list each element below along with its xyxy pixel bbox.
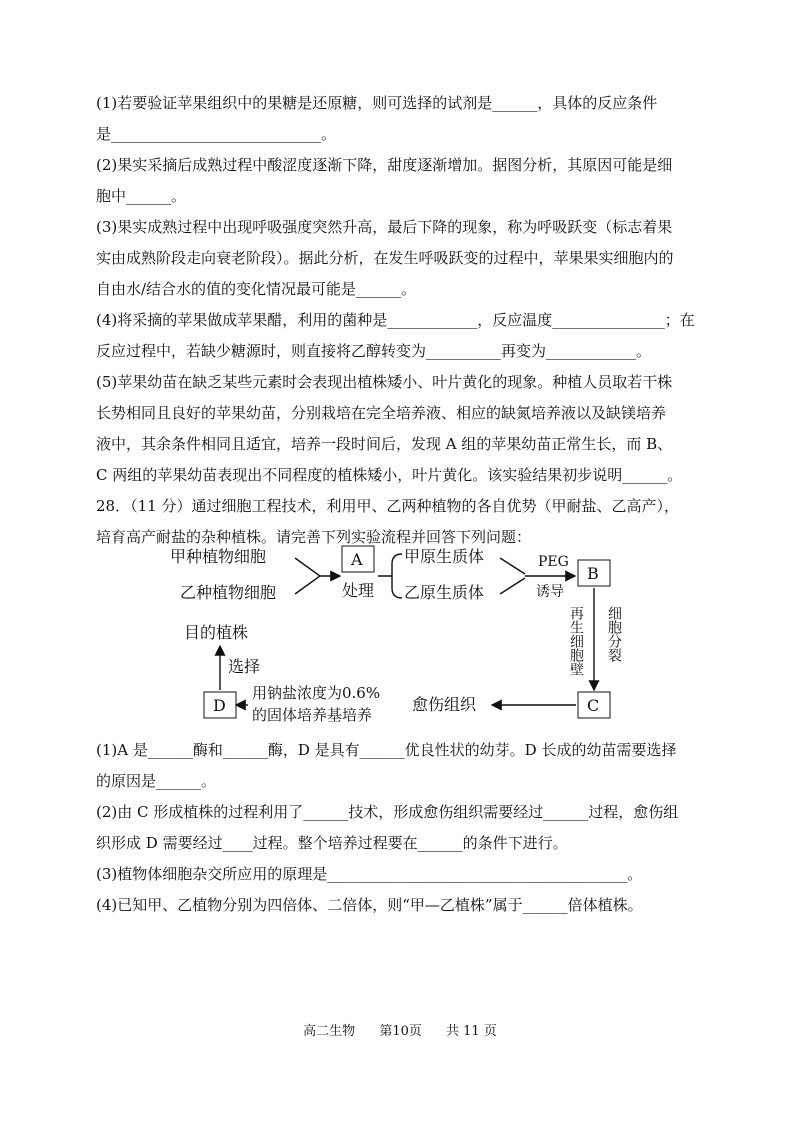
cell-a-label: 甲种植物细胞	[170, 547, 267, 566]
q27-line: (5)苹果幼苗在缺乏某些元素时会表现出植株矮小、叶片黄化的现象。种植人员取若干株	[96, 373, 673, 391]
box-c-label: C	[587, 696, 600, 715]
question-block-28	[96, 735, 716, 921]
q27-line: 是____________________________。	[96, 125, 337, 143]
callus-label: 愈伤组织	[412, 695, 477, 714]
culture-line2: 的固体培养基培养	[252, 706, 373, 724]
box-b-label: B	[587, 564, 599, 583]
box-a-label: A	[351, 550, 363, 569]
cell-b-label: 乙种植物细胞	[180, 583, 277, 602]
regen-label: 再生细胞壁	[568, 606, 584, 676]
q28-line: (2)由 C 形成植株的过程利用了______技术，形成愈伤组织需要经过______过程，愈伤组	[96, 803, 679, 821]
page-footer	[0, 1020, 800, 1039]
footer-page: 第10页	[379, 1024, 422, 1039]
induce-label: 诱导	[536, 584, 564, 600]
q28-intro: 28．（11 分）通过细胞工程技术，利用甲、乙两种植物的各自优势（甲耐盐、乙高产），	[96, 497, 679, 515]
cell-fusion-flowchart	[170, 540, 630, 725]
footer-subject: 高二生物	[303, 1024, 356, 1039]
proto-a-label: 甲原生质体	[404, 547, 485, 566]
q27-line: 液中，其余条件相同且适宜，培养一段时间后，发现 A 组的苹果幼苗正常生长，而 B、	[96, 435, 673, 453]
select-label: 选择	[228, 657, 261, 676]
q27-line: (4)将采摘的苹果做成苹果醋，利用的菌种是____________，反应温度_______________；在	[96, 311, 695, 329]
q27-line: 长势相同且良好的苹果幼苗，分别栽培在完全培养液、相应的缺氮培养液以及缺镁培养	[96, 404, 667, 422]
divide-label: 细胞分裂	[606, 606, 622, 662]
process-label: 处理	[342, 581, 375, 600]
peg-label: PEG	[538, 554, 569, 570]
merge-arrow	[295, 558, 340, 594]
q27-line: (1)若要验证苹果组织中的果糖是还原糖，则可选择的试剂是______，具体的反应条件	[96, 94, 658, 112]
q27-line: (2)果实采摘后成熟过程中酸涩度逐渐下降，甜度逐渐增加。据图分析，其原因可能是细	[96, 156, 673, 174]
proto-b-label: 乙原生质体	[404, 583, 485, 602]
question-block-27	[96, 88, 716, 553]
q28-line: (1)A 是______酶和______酶，D 是具有______优良性状的幼芽。D 长成的幼苗需要选择	[96, 741, 677, 759]
q27-line: C 两组的苹果幼苗表现出不同程度的植株矮小，叶片黄化。该实验结果初步说明______。	[96, 466, 683, 484]
culture-line1: 用钠盐浓度为0.6%	[252, 684, 381, 702]
q28-line: (3)植物体细胞杂交所应用的原理是________________________________________。	[96, 865, 643, 883]
q27-line: 反应过程中，若缺少糖源时，则直接将乙醇转变为__________再变为____________。	[96, 342, 652, 360]
q27-line: 自由水/结合水的值的变化情况最可能是______。	[96, 280, 417, 298]
footer-total: 共 11 页	[446, 1024, 497, 1039]
q27-line: (3)果实成熟过程中出现呼吸强度突然升高，最后下降的现象，称为呼吸跃变（标志着果	[96, 218, 673, 236]
q27-line: 实由成熟阶段走向衰老阶段）。据此分析，在发生呼吸跃变的过程中，苹果果实细胞内的	[96, 249, 674, 267]
q27-line: 胞中______。	[96, 187, 187, 205]
target-label: 目的植株	[184, 623, 249, 642]
split-brace	[378, 554, 402, 598]
box-d-label: D	[213, 696, 226, 715]
q28-line: 的原因是______。	[96, 772, 217, 790]
q28-line: 织形成 D 需要经过____过程。整个培养过程要在______的条件下进行。	[96, 834, 568, 852]
q28-intro: 培育高产耐盐的杂种植株。请完善下列实验流程并回答下列问题：	[96, 528, 532, 546]
q28-line: (4)已知甲、乙植物分别为四倍体、二倍体，则“甲—乙植株”属于______倍体植株。	[96, 896, 643, 914]
